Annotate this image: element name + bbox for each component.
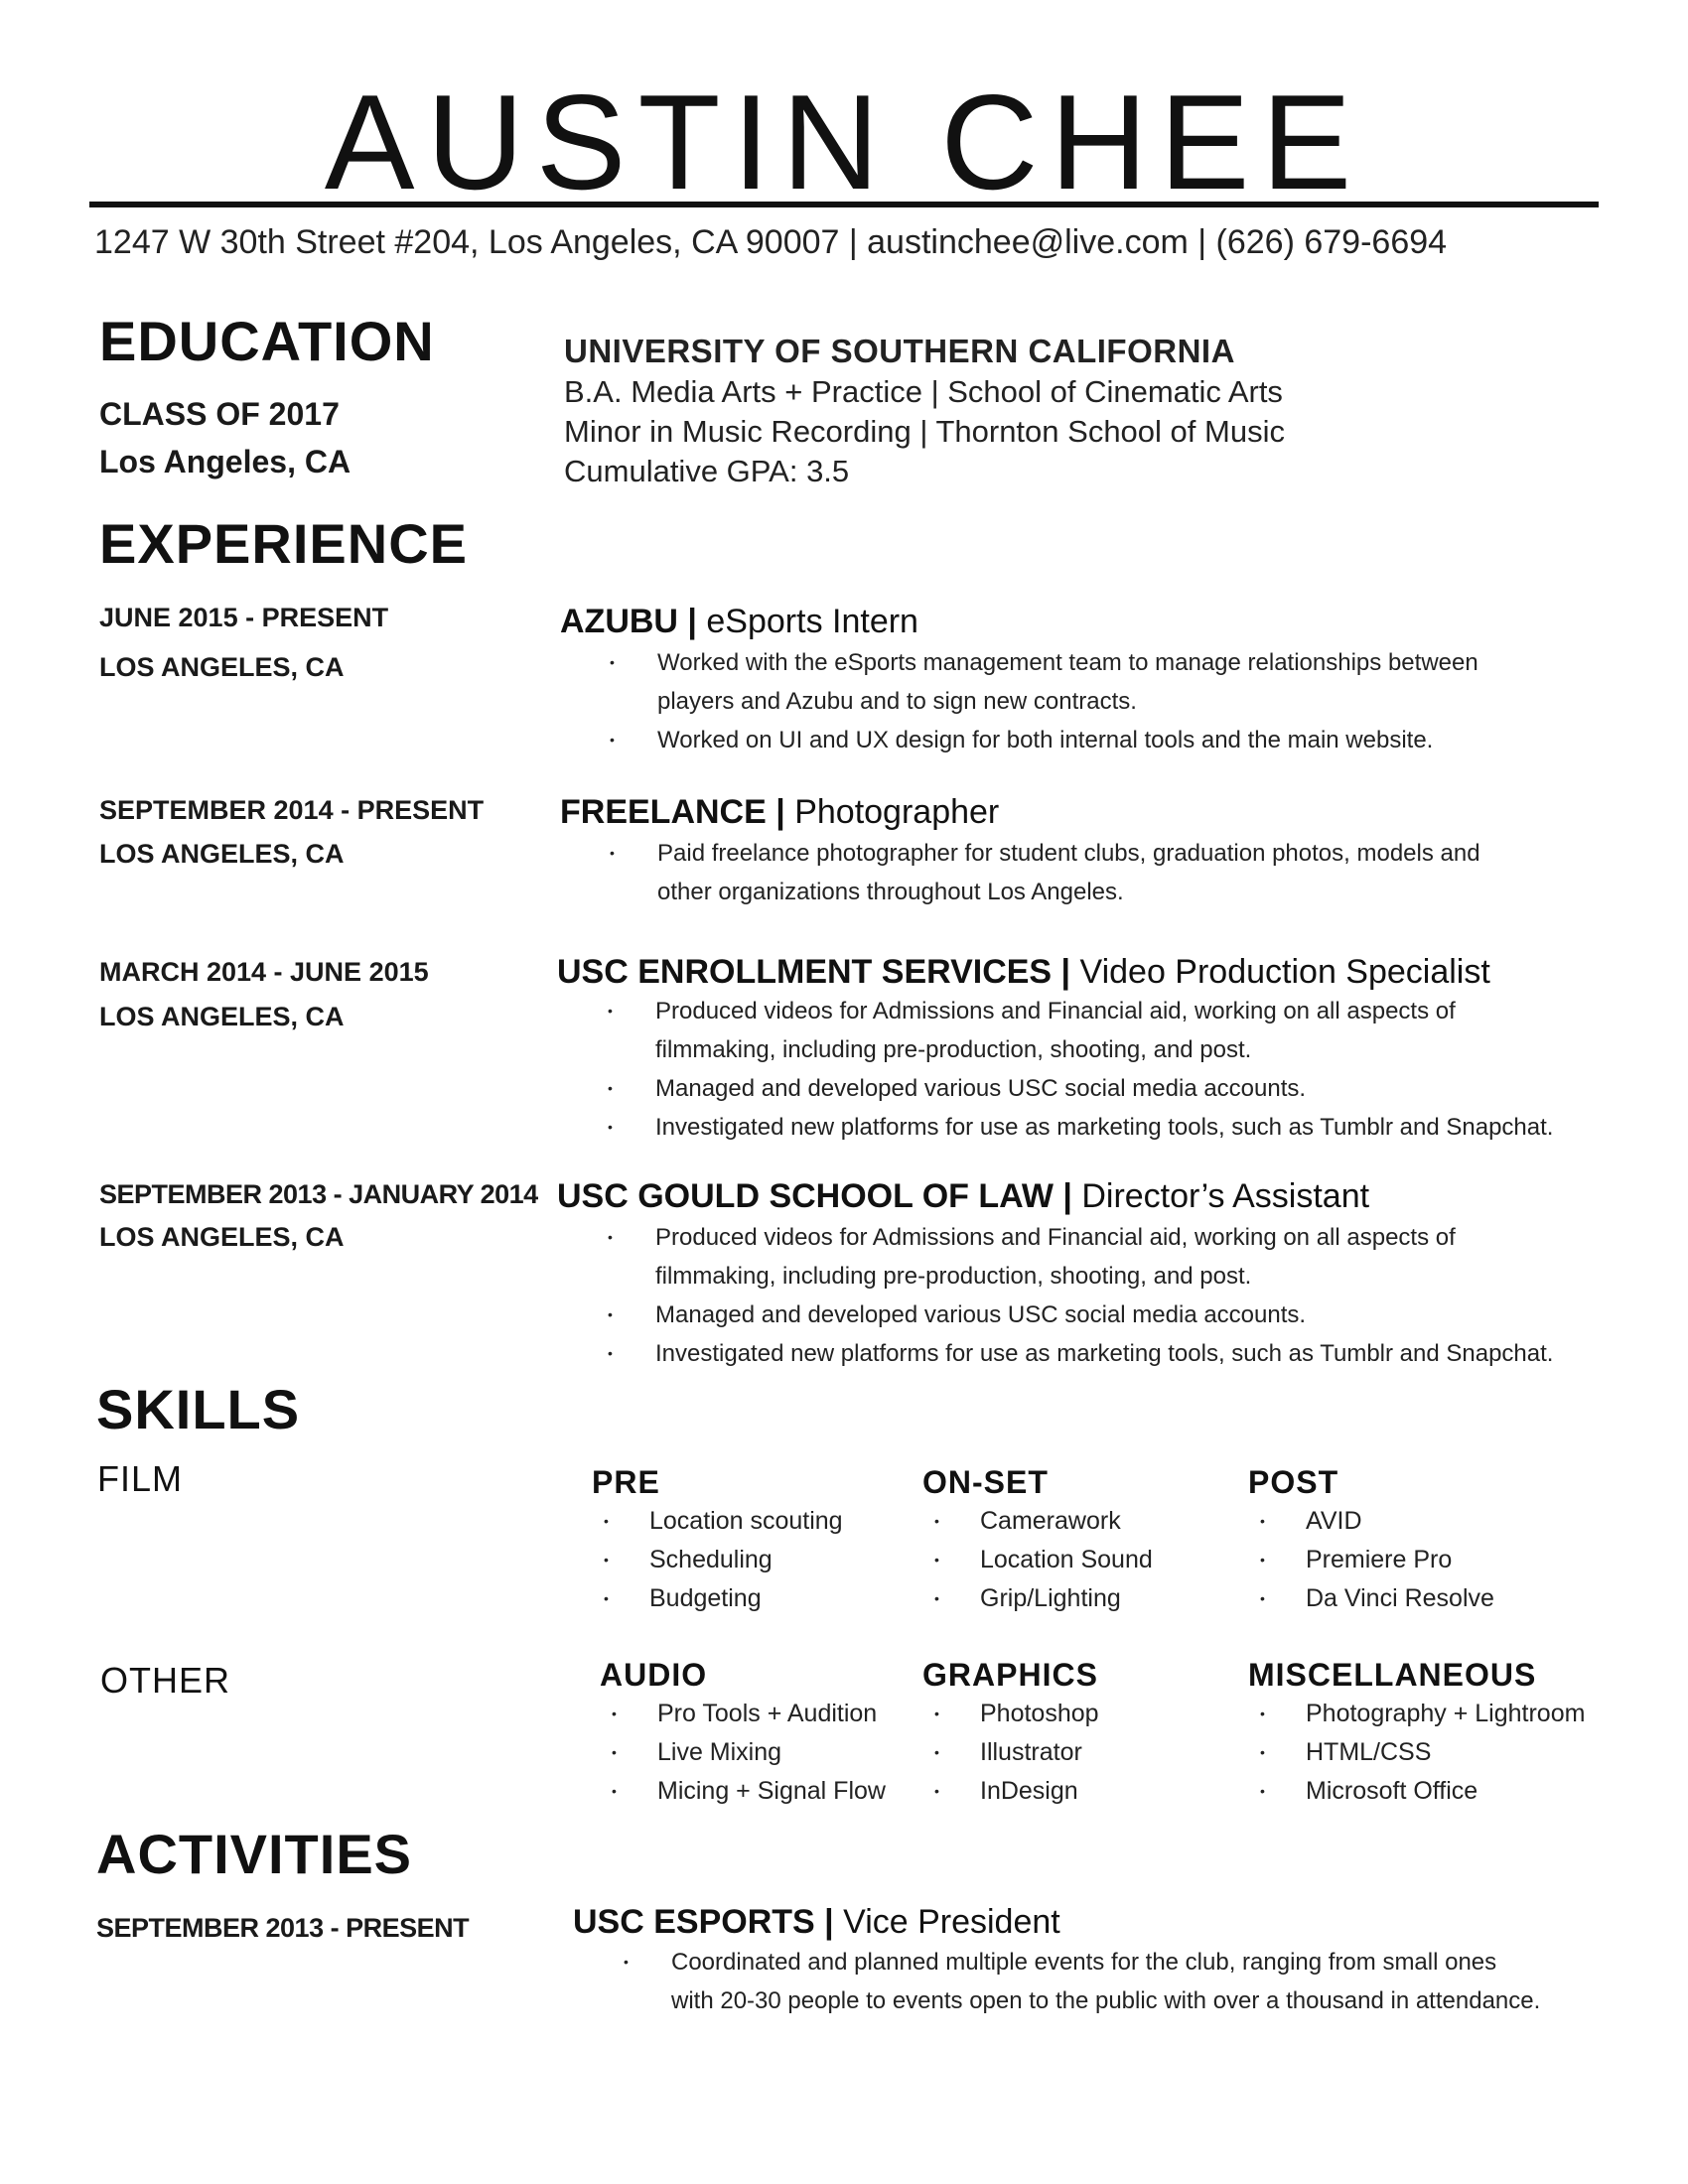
skills-other-label: OTHER <box>100 1660 230 1701</box>
job-title <box>557 955 1490 989</box>
gpa-line: Cumulative GPA: 3.5 <box>564 454 850 488</box>
contact-line: 1247 W 30th Street #204, Los Angeles, CA 90007 | austinchee@live.com | (626) 679-6694 <box>94 223 1448 261</box>
job-org: AZUBU <box>560 603 678 640</box>
job-separator: | <box>1052 953 1080 991</box>
job-location: LOS ANGELES, CA <box>99 1002 345 1031</box>
activity-dates: SEPTEMBER 2013 - PRESENT <box>96 1913 470 1943</box>
skill-group-list <box>934 1695 1099 1811</box>
skill-item: • Location Sound <box>934 1541 1153 1579</box>
job-bullets <box>604 992 1553 1147</box>
skill-item: • Photoshop <box>934 1695 1099 1733</box>
job-bullets <box>606 643 1478 759</box>
education-heading: EDUCATION <box>99 310 435 372</box>
skill-group-title: MISCELLANEOUS <box>1248 1657 1537 1693</box>
skill-item: • Grip/Lighting <box>934 1579 1153 1618</box>
job-bullet: • Investigated new platforms for use as marketing tools, such as Tumblr and Snapchat. <box>604 1108 1553 1147</box>
job-bullet: • Investigated new platforms for use as marketing tools, such as Tumblr and Snapchat. <box>604 1334 1553 1373</box>
experience-heading: EXPERIENCE <box>99 512 468 575</box>
skill-group-title: ON-SET <box>922 1464 1049 1500</box>
job-role: Photographer <box>794 793 1000 831</box>
job-org: FREELANCE <box>560 793 767 831</box>
job-role: Director’s Assistant <box>1081 1177 1370 1215</box>
job-location: LOS ANGELES, CA <box>99 1222 345 1252</box>
skill-group-list <box>612 1695 886 1811</box>
job-org: USC ENROLLMENT SERVICES <box>557 953 1053 991</box>
skill-item: • Microsoft Office <box>1260 1772 1585 1811</box>
skill-group-list <box>1260 1502 1494 1618</box>
job-bullet-continuation: players and Azubu and to sign new contracts. <box>657 688 1137 715</box>
activity-title <box>573 1905 1060 1939</box>
skill-item: • Camerawork <box>934 1502 1153 1541</box>
job-bullet-continuation: filmmaking, including pre-production, shooting, and post. <box>655 1263 1252 1290</box>
activity-org: USC ESPORTS <box>573 1903 815 1941</box>
skill-item: • Live Mixing <box>612 1733 886 1772</box>
job-separator: | <box>1053 1177 1082 1215</box>
activities-heading: ACTIVITIES <box>96 1823 413 1885</box>
job-bullet: • Worked on UI and UX design for both internal tools and the main website. <box>606 721 1478 759</box>
skill-group-title: GRAPHICS <box>922 1657 1098 1693</box>
job-separator: | <box>677 603 707 640</box>
job-location: LOS ANGELES, CA <box>99 839 345 869</box>
activity-role: Vice President <box>843 1903 1060 1941</box>
skills-film-label: FILM <box>97 1458 184 1499</box>
skill-item: • Illustrator <box>934 1733 1099 1772</box>
job-dates: MARCH 2014 - JUNE 2015 <box>99 957 429 987</box>
skill-item: • HTML/CSS <box>1260 1733 1585 1772</box>
job-org: USC GOULD SCHOOL OF LAW <box>557 1177 1054 1215</box>
job-role: eSports Intern <box>706 603 918 640</box>
job-title <box>557 1179 1369 1213</box>
job-title <box>560 605 918 638</box>
degree-line: B.A. Media Arts + Practice | School of Cinematic Arts <box>564 374 1283 409</box>
skill-group-list <box>934 1502 1153 1618</box>
skill-group-list <box>604 1502 843 1618</box>
job-bullet: • Produced videos for Admissions and Financial aid, working on all aspects of <box>604 992 1553 1030</box>
skill-item: • Premiere Pro <box>1260 1541 1494 1579</box>
job-bullet: • Paid freelance photographer for student clubs, graduation photos, models and <box>606 834 1480 873</box>
skill-group-title: AUDIO <box>600 1657 708 1693</box>
job-bullet: • Managed and developed various USC social media accounts. <box>604 1069 1553 1108</box>
education-location: Los Angeles, CA <box>99 444 352 479</box>
skill-item: • Da Vinci Resolve <box>1260 1579 1494 1618</box>
minor-line: Minor in Music Recording | Thornton School of Music <box>564 414 1285 449</box>
skill-item: • Scheduling <box>604 1541 843 1579</box>
job-location: LOS ANGELES, CA <box>99 652 345 682</box>
education-class: CLASS OF 2017 <box>99 396 340 432</box>
job-bullet: • Managed and developed various USC social media accounts. <box>604 1296 1553 1334</box>
skill-item: • Photography + Lightroom <box>1260 1695 1585 1733</box>
job-bullet-continuation: filmmaking, including pre-production, shooting, and post. <box>655 1036 1252 1063</box>
job-separator: | <box>766 793 795 831</box>
job-bullet: • Produced videos for Admissions and Financial aid, working on all aspects of <box>604 1218 1553 1257</box>
skill-item: • Pro Tools + Audition <box>612 1695 886 1733</box>
activity-separator: | <box>814 1903 844 1941</box>
skill-item: • Budgeting <box>604 1579 843 1618</box>
skill-group-title: PRE <box>592 1464 660 1500</box>
skills-heading: SKILLS <box>96 1378 301 1440</box>
job-bullets <box>606 834 1480 911</box>
activity-bullet-continuation: with 20-30 people to events open to the public with over a thousand in attendance. <box>671 1987 1541 2014</box>
skill-group-list <box>1260 1695 1585 1811</box>
job-bullet: • Worked with the eSports management team to manage relationships between <box>606 643 1478 682</box>
activity-bullets <box>620 1943 1540 2020</box>
school-name: UNIVERSITY OF SOUTHERN CALIFORNIA <box>564 333 1235 369</box>
header-divider <box>89 202 1599 207</box>
job-dates: JUNE 2015 - PRESENT <box>99 603 389 632</box>
job-bullets <box>604 1218 1553 1373</box>
skill-item: • InDesign <box>934 1772 1099 1811</box>
job-title <box>560 795 999 829</box>
job-role: Video Production Specialist <box>1079 953 1490 991</box>
activity-bullet: • Coordinated and planned multiple events for the club, ranging from small ones <box>620 1943 1540 1981</box>
job-bullet-continuation: other organizations throughout Los Angeles. <box>657 879 1124 905</box>
skill-group-title: POST <box>1248 1464 1339 1500</box>
resume-name: AUSTIN CHEE <box>324 67 1364 217</box>
job-dates: SEPTEMBER 2013 - JANUARY 2014 <box>99 1179 538 1209</box>
skill-item: • Micing + Signal Flow <box>612 1772 886 1811</box>
skill-item: • AVID <box>1260 1502 1494 1541</box>
skill-item: • Location scouting <box>604 1502 843 1541</box>
job-dates: SEPTEMBER 2014 - PRESENT <box>99 795 485 825</box>
